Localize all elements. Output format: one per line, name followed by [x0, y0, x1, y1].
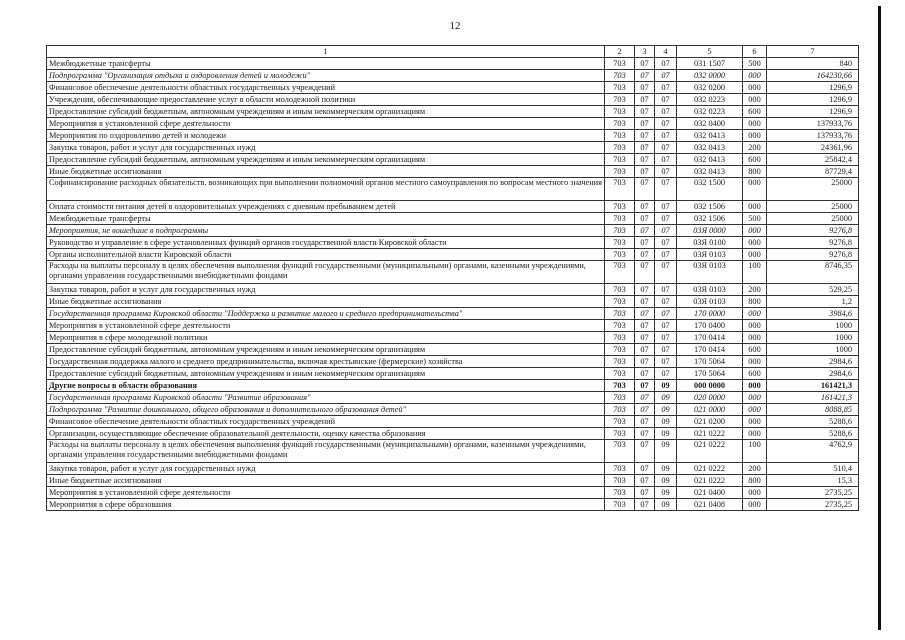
table-row	[47, 178, 859, 201]
section-code-cell: 07	[635, 249, 655, 261]
target-item-cell: 170 0414	[677, 332, 743, 344]
section-code-cell: 07	[635, 130, 655, 142]
amount-cell: 137933,76	[767, 130, 859, 142]
row-name-cell: Закупка товаров, работ и услуг для государственных нужд	[47, 284, 605, 296]
subsection-code-cell: 07	[655, 237, 677, 249]
target-item-cell: 032 0400	[677, 118, 743, 130]
row-name-cell: Расходы на выплаты персоналу в целях обеспечения выполнения функций государственными (муниципальными) органами, казенными учреждениями, органами управления государственными внебюджетными фондами	[47, 261, 605, 284]
subsection-code-cell: 09	[655, 487, 677, 499]
target-item-cell: 03Я 0103	[677, 284, 743, 296]
target-item-cell: 032 1506	[677, 213, 743, 225]
row-name-cell: Организации, осуществляющие обеспечение образовательной деятельности, оценку качества образования	[47, 428, 605, 440]
section-code-cell: 07	[635, 344, 655, 356]
section-code-cell: 07	[635, 166, 655, 178]
subsection-code-cell: 07	[655, 296, 677, 308]
section-code-cell: 07	[635, 356, 655, 368]
column-header: 3	[635, 46, 655, 58]
row-name-cell: Государственная программа Кировской области "Развитие образования"	[47, 392, 605, 404]
subsection-code-cell: 07	[655, 213, 677, 225]
department-code-cell: 703	[605, 284, 635, 296]
right-border-line	[878, 6, 881, 630]
column-header: 2	[605, 46, 635, 58]
row-name-cell: Оплата стоимости питания детей в оздоровительных учреждениях с дневным пребыванием детей	[47, 201, 605, 213]
section-code-cell: 07	[635, 320, 655, 332]
expense-type-cell: 800	[743, 296, 767, 308]
expense-type-cell: 600	[743, 106, 767, 118]
section-code-cell: 07	[635, 428, 655, 440]
subsection-code-cell: 07	[655, 201, 677, 213]
department-code-cell: 703	[605, 356, 635, 368]
row-name-cell: Руководство и управление в сфере установленных функций органов государственной власти Кировской области	[47, 237, 605, 249]
department-code-cell: 703	[605, 213, 635, 225]
subsection-code-cell: 07	[655, 58, 677, 70]
row-name-cell: Подпрограмма "Развитие дошкольного, общего образования и дополнительного образования детей"	[47, 404, 605, 416]
table-row	[47, 428, 859, 440]
department-code-cell: 703	[605, 296, 635, 308]
subsection-code-cell: 07	[655, 106, 677, 118]
amount-cell: 2735,25	[767, 487, 859, 499]
subsection-code-cell: 07	[655, 249, 677, 261]
department-code-cell: 703	[605, 130, 635, 142]
expense-type-cell: 800	[743, 166, 767, 178]
section-code-cell: 07	[635, 380, 655, 392]
section-code-cell: 07	[635, 178, 655, 201]
amount-cell: 5288,6	[767, 416, 859, 428]
row-name-cell: Мероприятия в сфере образования	[47, 499, 605, 511]
target-item-cell: 032 1500	[677, 178, 743, 201]
table-header-row	[47, 46, 859, 58]
amount-cell: 25842,4	[767, 154, 859, 166]
expense-type-cell: 000	[743, 237, 767, 249]
section-code-cell: 07	[635, 308, 655, 320]
department-code-cell: 703	[605, 392, 635, 404]
department-code-cell: 703	[605, 166, 635, 178]
target-item-cell: 032 0223	[677, 106, 743, 118]
table-row	[47, 154, 859, 166]
target-item-cell: 032 0000	[677, 70, 743, 82]
department-code-cell: 703	[605, 499, 635, 511]
row-name-cell: Мероприятия в установленной сфере деятельности	[47, 487, 605, 499]
amount-cell: 9276,8	[767, 237, 859, 249]
department-code-cell: 703	[605, 106, 635, 118]
amount-cell: 529,25	[767, 284, 859, 296]
amount-cell: 1000	[767, 320, 859, 332]
amount-cell: 8088,85	[767, 404, 859, 416]
table-row	[47, 118, 859, 130]
expense-type-cell: 000	[743, 380, 767, 392]
amount-cell: 1,2	[767, 296, 859, 308]
department-code-cell: 703	[605, 201, 635, 213]
department-code-cell: 703	[605, 463, 635, 475]
amount-cell: 25000	[767, 213, 859, 225]
target-item-cell: 021 0222	[677, 428, 743, 440]
department-code-cell: 703	[605, 225, 635, 237]
column-header: 6	[743, 46, 767, 58]
amount-cell: 87729,4	[767, 166, 859, 178]
table-row	[47, 296, 859, 308]
target-item-cell: 170 0414	[677, 344, 743, 356]
expense-type-cell: 000	[743, 130, 767, 142]
table-row	[47, 380, 859, 392]
row-name-cell: Мероприятия в установленной сфере деятельности	[47, 118, 605, 130]
department-code-cell: 703	[605, 94, 635, 106]
table-row	[47, 320, 859, 332]
section-code-cell: 07	[635, 499, 655, 511]
department-code-cell: 703	[605, 178, 635, 201]
row-name-cell: Подпрограмма "Организация отдыха и оздоровления детей и молодежи"	[47, 70, 605, 82]
table-row	[47, 249, 859, 261]
section-code-cell: 07	[635, 332, 655, 344]
target-item-cell: 03Я 0103	[677, 261, 743, 284]
amount-cell: 1000	[767, 344, 859, 356]
section-code-cell: 07	[635, 82, 655, 94]
subsection-code-cell: 09	[655, 392, 677, 404]
amount-cell: 2984,6	[767, 368, 859, 380]
table-row	[47, 130, 859, 142]
table-row	[47, 356, 859, 368]
amount-cell: 2984,6	[767, 356, 859, 368]
table-row	[47, 368, 859, 380]
department-code-cell: 703	[605, 58, 635, 70]
department-code-cell: 703	[605, 154, 635, 166]
subsection-code-cell: 07	[655, 356, 677, 368]
expense-type-cell: 000	[743, 118, 767, 130]
expense-type-cell: 000	[743, 332, 767, 344]
column-header: 7	[767, 46, 859, 58]
expense-type-cell: 100	[743, 440, 767, 463]
table-body	[47, 58, 859, 511]
subsection-code-cell: 07	[655, 82, 677, 94]
expense-type-cell: 500	[743, 58, 767, 70]
section-code-cell: 07	[635, 225, 655, 237]
table-row	[47, 261, 859, 284]
subsection-code-cell: 07	[655, 284, 677, 296]
row-name-cell: Мероприятия в установленной сфере деятельности	[47, 320, 605, 332]
expense-type-cell: 600	[743, 154, 767, 166]
table-row	[47, 94, 859, 106]
table-row	[47, 58, 859, 70]
amount-cell: 25000	[767, 201, 859, 213]
row-name-cell: Мероприятия, не вошедшие в подпрограммы	[47, 225, 605, 237]
target-item-cell: 032 0223	[677, 94, 743, 106]
section-code-cell: 07	[635, 237, 655, 249]
subsection-code-cell: 07	[655, 94, 677, 106]
amount-cell: 25000	[767, 178, 859, 201]
target-item-cell: 03Я 0100	[677, 237, 743, 249]
row-name-cell: Предоставление субсидий бюджетным, автономным учреждениям и иным некоммерческим организациям	[47, 106, 605, 118]
target-item-cell: 03Я 0103	[677, 296, 743, 308]
amount-cell: 24361,96	[767, 142, 859, 154]
amount-cell: 9276,8	[767, 225, 859, 237]
amount-cell: 840	[767, 58, 859, 70]
department-code-cell: 703	[605, 308, 635, 320]
expense-type-cell: 800	[743, 475, 767, 487]
subsection-code-cell: 07	[655, 261, 677, 284]
target-item-cell: 032 0200	[677, 82, 743, 94]
amount-cell: 1000	[767, 332, 859, 344]
subsection-code-cell: 07	[655, 332, 677, 344]
target-item-cell: 032 1506	[677, 201, 743, 213]
expense-type-cell: 000	[743, 178, 767, 201]
department-code-cell: 703	[605, 320, 635, 332]
department-code-cell: 703	[605, 380, 635, 392]
amount-cell: 1296,9	[767, 106, 859, 118]
subsection-code-cell: 09	[655, 475, 677, 487]
table-row	[47, 416, 859, 428]
amount-cell: 5288,6	[767, 428, 859, 440]
department-code-cell: 703	[605, 332, 635, 344]
amount-cell: 510,4	[767, 463, 859, 475]
amount-cell: 164230,66	[767, 70, 859, 82]
table-row	[47, 284, 859, 296]
target-item-cell: 021 0200	[677, 416, 743, 428]
expense-type-cell: 000	[743, 320, 767, 332]
expense-type-cell: 600	[743, 368, 767, 380]
row-name-cell: Предоставление субсидий бюджетным, автономным учреждениям и иным некоммерческим организациям	[47, 368, 605, 380]
department-code-cell: 703	[605, 487, 635, 499]
table-row	[47, 499, 859, 511]
row-name-cell: Органы исполнительной власти Кировской области	[47, 249, 605, 261]
amount-cell: 15,3	[767, 475, 859, 487]
expense-type-cell: 000	[743, 249, 767, 261]
target-item-cell: 021 0222	[677, 463, 743, 475]
table-row	[47, 475, 859, 487]
subsection-code-cell: 09	[655, 499, 677, 511]
target-item-cell: 020 0000	[677, 392, 743, 404]
expense-type-cell: 000	[743, 94, 767, 106]
subsection-code-cell: 09	[655, 428, 677, 440]
subsection-code-cell: 09	[655, 404, 677, 416]
target-item-cell: 170 0000	[677, 308, 743, 320]
table-row	[47, 225, 859, 237]
row-name-cell: Иные бюджетные ассигнования	[47, 166, 605, 178]
table-row	[47, 106, 859, 118]
amount-cell: 161421,3	[767, 392, 859, 404]
column-header: 4	[655, 46, 677, 58]
row-name-cell: Софинансирование расходных обязательств, возникающих при выполнении полномочий органов местного самоуправления по вопросам местного значения	[47, 178, 605, 201]
target-item-cell: 032 0413	[677, 130, 743, 142]
target-item-cell: 031 1507	[677, 58, 743, 70]
row-name-cell: Финансовое обеспечение деятельности областных государственных учреждений	[47, 416, 605, 428]
row-name-cell: Финансовое обеспечение деятельности областных государственных учреждений	[47, 82, 605, 94]
department-code-cell: 703	[605, 249, 635, 261]
expense-type-cell: 000	[743, 70, 767, 82]
table-row	[47, 201, 859, 213]
section-code-cell: 07	[635, 475, 655, 487]
table-row	[47, 308, 859, 320]
section-code-cell: 07	[635, 368, 655, 380]
row-name-cell: Другие вопросы в области образования	[47, 380, 605, 392]
expense-type-cell: 000	[743, 392, 767, 404]
table-row	[47, 82, 859, 94]
target-item-cell: 032 0413	[677, 166, 743, 178]
section-code-cell: 07	[635, 261, 655, 284]
section-code-cell: 07	[635, 154, 655, 166]
subsection-code-cell: 07	[655, 154, 677, 166]
target-item-cell: 170 5064	[677, 356, 743, 368]
department-code-cell: 703	[605, 82, 635, 94]
section-code-cell: 07	[635, 487, 655, 499]
table-row	[47, 463, 859, 475]
expense-type-cell: 000	[743, 82, 767, 94]
section-code-cell: 07	[635, 296, 655, 308]
subsection-code-cell: 07	[655, 178, 677, 201]
department-code-cell: 703	[605, 261, 635, 284]
table-row	[47, 142, 859, 154]
row-name-cell: Предоставление субсидий бюджетным, автономным учреждениям и иным некоммерческим организациям	[47, 154, 605, 166]
table-row	[47, 440, 859, 463]
table-row	[47, 392, 859, 404]
department-code-cell: 703	[605, 475, 635, 487]
section-code-cell: 07	[635, 94, 655, 106]
section-code-cell: 07	[635, 142, 655, 154]
row-name-cell: Государственная программа Кировской области "Поддержка и развитие малого и среднего предпринимательства"	[47, 308, 605, 320]
section-code-cell: 07	[635, 463, 655, 475]
expense-type-cell: 000	[743, 356, 767, 368]
target-item-cell: 021 0222	[677, 475, 743, 487]
target-item-cell: 03Я 0103	[677, 249, 743, 261]
target-item-cell: 021 0408	[677, 499, 743, 511]
target-item-cell: 032 0413	[677, 154, 743, 166]
amount-cell: 2735,25	[767, 499, 859, 511]
section-code-cell: 07	[635, 118, 655, 130]
section-code-cell: 07	[635, 392, 655, 404]
section-code-cell: 07	[635, 440, 655, 463]
column-header: 1	[47, 46, 605, 58]
column-header: 5	[677, 46, 743, 58]
subsection-code-cell: 07	[655, 130, 677, 142]
target-item-cell: 170 5064	[677, 368, 743, 380]
row-name-cell: Закупка товаров, работ и услуг для государственных нужд	[47, 463, 605, 475]
subsection-code-cell: 09	[655, 380, 677, 392]
row-name-cell: Расходы на выплаты персоналу в целях обеспечения выполнения функций государственными (муниципальными) органами, казенными учреждениями, органами управления государственными внебюджетными фондами	[47, 440, 605, 463]
amount-cell: 4762,9	[767, 440, 859, 463]
section-code-cell: 07	[635, 284, 655, 296]
department-code-cell: 703	[605, 416, 635, 428]
subsection-code-cell: 07	[655, 344, 677, 356]
expense-type-cell: 000	[743, 225, 767, 237]
section-code-cell: 07	[635, 58, 655, 70]
section-code-cell: 07	[635, 201, 655, 213]
amount-cell: 3984,6	[767, 308, 859, 320]
department-code-cell: 703	[605, 404, 635, 416]
table-row	[47, 237, 859, 249]
subsection-code-cell: 07	[655, 166, 677, 178]
department-code-cell: 703	[605, 70, 635, 82]
amount-cell: 137933,76	[767, 118, 859, 130]
expense-type-cell: 500	[743, 213, 767, 225]
expense-type-cell: 200	[743, 142, 767, 154]
target-item-cell: 000 0000	[677, 380, 743, 392]
expense-type-cell: 000	[743, 416, 767, 428]
department-code-cell: 703	[605, 428, 635, 440]
department-code-cell: 703	[605, 142, 635, 154]
expense-type-cell: 200	[743, 463, 767, 475]
table-row	[47, 70, 859, 82]
row-name-cell: Мероприятия по оздоровлению детей и молодежи	[47, 130, 605, 142]
row-name-cell: Государственная поддержка малого и среднего предпринимательства, включая крестьянские (фермерские) хозяйства	[47, 356, 605, 368]
subsection-code-cell: 09	[655, 440, 677, 463]
subsection-code-cell: 07	[655, 368, 677, 380]
page-number: 12	[449, 20, 461, 32]
table-row	[47, 344, 859, 356]
table-row	[47, 487, 859, 499]
table-row	[47, 213, 859, 225]
subsection-code-cell: 07	[655, 70, 677, 82]
row-name-cell: Иные бюджетные ассигнования	[47, 475, 605, 487]
amount-cell: 8746,35	[767, 261, 859, 284]
row-name-cell: Предоставление субсидий бюджетным, автономным учреждениям и иным некоммерческим организациям	[47, 344, 605, 356]
subsection-code-cell: 07	[655, 308, 677, 320]
department-code-cell: 703	[605, 440, 635, 463]
section-code-cell: 07	[635, 213, 655, 225]
table-row	[47, 166, 859, 178]
target-item-cell: 021 0222	[677, 440, 743, 463]
target-item-cell: 021 0000	[677, 404, 743, 416]
section-code-cell: 07	[635, 70, 655, 82]
department-code-cell: 703	[605, 237, 635, 249]
row-name-cell: Межбюджетные трансферты	[47, 58, 605, 70]
expense-type-cell: 000	[743, 201, 767, 213]
row-name-cell: Мероприятия в сфере молодежной политики	[47, 332, 605, 344]
table-row	[47, 332, 859, 344]
amount-cell: 9276,8	[767, 249, 859, 261]
subsection-code-cell: 07	[655, 225, 677, 237]
expense-type-cell: 000	[743, 404, 767, 416]
expense-type-cell: 000	[743, 499, 767, 511]
subsection-code-cell: 07	[655, 320, 677, 332]
target-item-cell: 032 0413	[677, 142, 743, 154]
budget-table	[46, 45, 859, 511]
expense-type-cell: 000	[743, 428, 767, 440]
amount-cell: 161421,3	[767, 380, 859, 392]
row-name-cell: Межбюджетные трансферты	[47, 213, 605, 225]
expense-type-cell: 100	[743, 261, 767, 284]
target-item-cell: 03Я 0000	[677, 225, 743, 237]
expense-type-cell: 600	[743, 344, 767, 356]
expense-type-cell: 000	[743, 487, 767, 499]
subsection-code-cell: 09	[655, 416, 677, 428]
department-code-cell: 703	[605, 368, 635, 380]
subsection-code-cell: 09	[655, 463, 677, 475]
department-code-cell: 703	[605, 344, 635, 356]
department-code-cell: 703	[605, 118, 635, 130]
amount-cell: 1296,9	[767, 94, 859, 106]
row-name-cell: Закупка товаров, работ и услуг для государственных нужд	[47, 142, 605, 154]
expense-type-cell: 000	[743, 308, 767, 320]
section-code-cell: 07	[635, 106, 655, 118]
subsection-code-cell: 07	[655, 142, 677, 154]
section-code-cell: 07	[635, 416, 655, 428]
table-row	[47, 404, 859, 416]
expense-type-cell: 200	[743, 284, 767, 296]
section-code-cell: 07	[635, 404, 655, 416]
amount-cell: 1296,9	[767, 82, 859, 94]
target-item-cell: 021 0400	[677, 487, 743, 499]
subsection-code-cell: 07	[655, 118, 677, 130]
row-name-cell: Иные бюджетные ассигнования	[47, 296, 605, 308]
row-name-cell: Учреждения, обеспечивающие предоставление услуг в области молодежной политики	[47, 94, 605, 106]
target-item-cell: 170 0400	[677, 320, 743, 332]
